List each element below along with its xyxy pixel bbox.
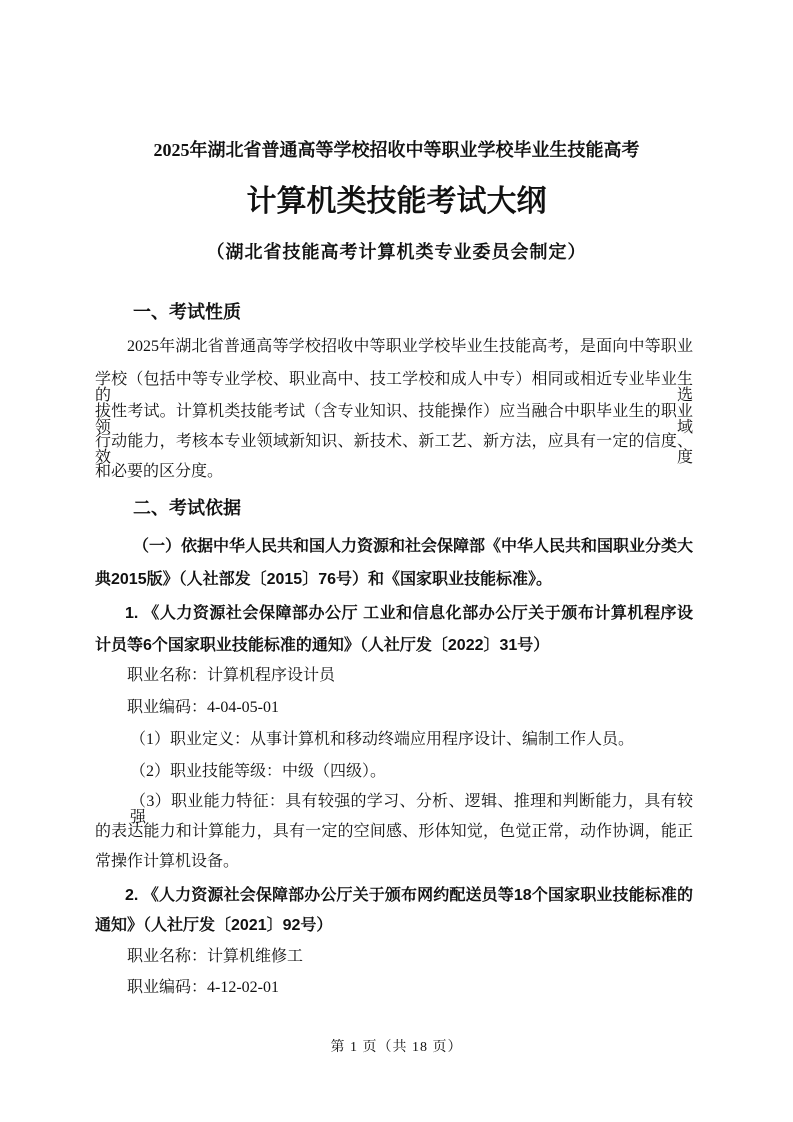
paragraph-line: 学校（包括中等专业学校、职业高中、技工学校和成人中专）相同或相近专业毕业生的选	[95, 371, 693, 404]
occupation-level: （2）职业技能等级：中级（四级）。	[130, 763, 387, 780]
item-title-line: 1. 《人力资源社会保障部办公厅 工业和信息化部办公厅关于颁布计算机程序设	[125, 605, 693, 622]
occupation-name: 职业名称：计算机维修工	[127, 948, 304, 965]
item-title-line: 通知》（人社厅发〔2021〕92号）	[95, 917, 333, 934]
paragraph-line: 行动能力，考核本专业领域新知识、新技术、新工艺、新方法，应具有一定的信度、效度	[95, 433, 693, 466]
document-subtitle: 2025年湖北省普通高等学校招收中等职业学校毕业生技能高考	[153, 140, 640, 160]
section-heading-nature: 一、考试性质	[133, 302, 241, 322]
ability-line: 的表达能力和计算能力，具有一定的空间感、形体知觉，色觉正常，动作协调，能正	[95, 823, 693, 840]
paragraph-line: 2025年湖北省普通高等学校招收中等职业学校毕业生技能高考，是面向中等职业	[127, 338, 693, 355]
subsection-line: 典2015版》（人社部发〔2015〕76号）和《国家职业技能标准》。	[95, 571, 552, 588]
document-issuer: （湖北省技能高考计算机类专业委员会制定）	[206, 242, 587, 262]
occupation-code: 职业编码：4-12-02-01	[127, 979, 279, 996]
item-title-line: 2. 《人力资源社会保障部办公厅关于颁布网约配送员等18个国家职业技能标准的	[125, 887, 693, 904]
item-title-line: 计员等6个国家职业技能标准的通知》（人社厅发〔2022〕31号）	[95, 637, 550, 654]
paragraph-line: 拔性考试。计算机类技能考试（含专业知识、技能操作）应当融合中职毕业生的职业领域	[95, 403, 693, 436]
paragraph-line: 和必要的区分度。	[95, 463, 224, 480]
ability-line: 常操作计算机设备。	[95, 853, 240, 870]
page-number: 第 1 页（共 18 页）	[330, 1040, 463, 1055]
section-heading-basis: 二、考试依据	[133, 498, 241, 518]
subsection-line: （一）依据中华人民共和国人力资源和社会保障部《中华人民共和国职业分类大	[133, 538, 694, 555]
document-title: 计算机类技能考试大纲	[246, 185, 547, 218]
ability-line: （3）职业能力特征：具有较强的学习、分析、逻辑、推理和判断能力，具有较强	[130, 793, 693, 826]
occupation-definition: （1）职业定义：从事计算机和移动终端应用程序设计、编制工作人员。	[130, 731, 635, 748]
occupation-code: 职业编码：4-04-05-01	[127, 699, 279, 716]
occupation-name: 职业名称：计算机程序设计员	[127, 667, 336, 684]
